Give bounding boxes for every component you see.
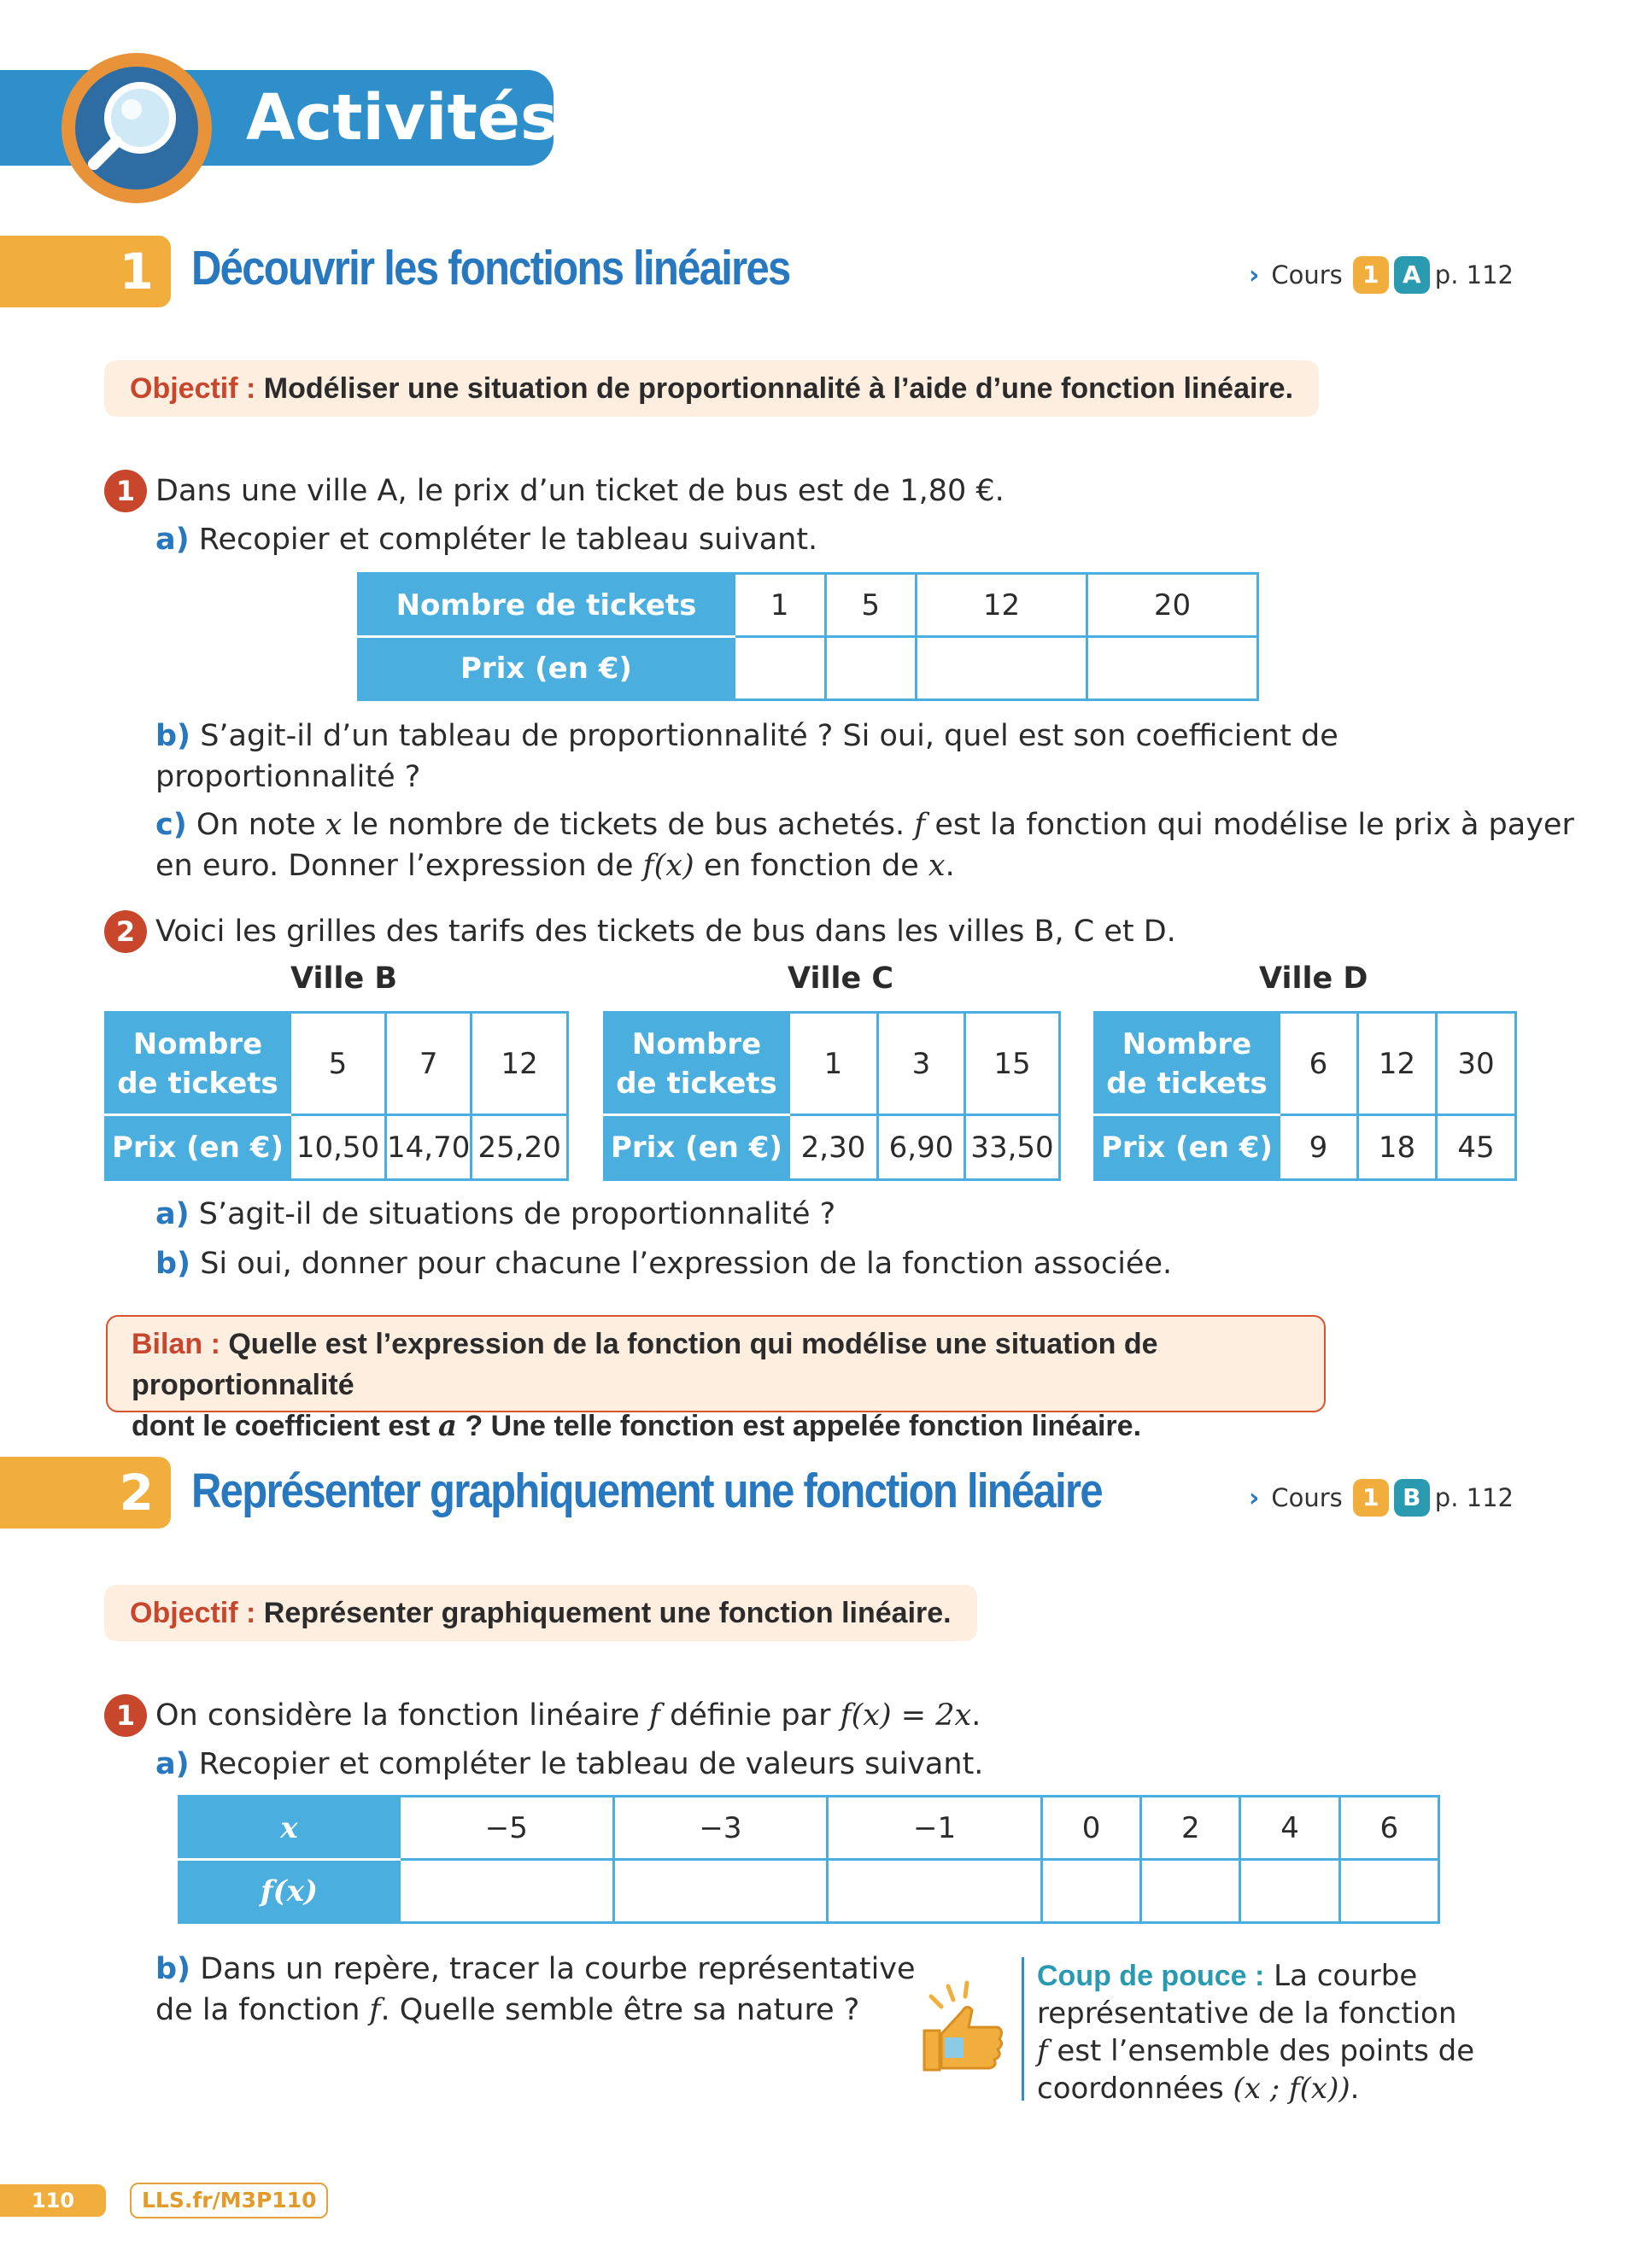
table-cell: 1 bbox=[789, 1013, 878, 1115]
cours-label: Cours bbox=[1271, 1483, 1343, 1512]
table-header-prix: Prix (en €) bbox=[1095, 1115, 1280, 1180]
bilan-line2 bbox=[132, 1406, 1300, 1447]
section-1-cours-link[interactable] bbox=[1249, 254, 1514, 295]
table-cell: 18 bbox=[1358, 1115, 1437, 1180]
header-line: de tickets bbox=[616, 1066, 777, 1101]
table-header-prix: Prix (en €) bbox=[605, 1115, 789, 1180]
math-a: a bbox=[437, 1409, 457, 1443]
math-coords: (x ; f(x)) bbox=[1233, 2072, 1350, 2106]
q1b-part: . Quelle semble être sa nature ? bbox=[380, 1993, 860, 2027]
table-header-prix: Prix (en €) bbox=[106, 1115, 290, 1180]
magnifier-icon bbox=[75, 67, 198, 190]
question-2b bbox=[155, 1243, 1172, 1284]
table-cell: 15 bbox=[965, 1013, 1060, 1115]
q1b-label: b) bbox=[155, 1952, 191, 1986]
chevron-right-icon: › bbox=[1249, 1482, 1260, 1513]
question-2-number: 2 bbox=[104, 910, 147, 953]
table-cell-empty bbox=[1041, 1860, 1140, 1923]
math-fx: f(x) bbox=[642, 849, 694, 883]
table-cell-empty bbox=[400, 1860, 614, 1923]
table-cell-empty bbox=[1339, 1860, 1438, 1923]
section-1-objectif bbox=[104, 360, 1319, 417]
question-1a bbox=[155, 519, 817, 560]
table-cell: 14,70 bbox=[386, 1115, 472, 1180]
question-1-text bbox=[155, 1695, 981, 1736]
objectif-label: Objectif : bbox=[130, 372, 256, 405]
math-f: f bbox=[1037, 2034, 1048, 2068]
table-cell: 5 bbox=[825, 574, 917, 637]
page-title: Activités bbox=[246, 81, 559, 155]
table-cell: 25,20 bbox=[472, 1115, 568, 1180]
pouce-line1 bbox=[1037, 1957, 1481, 1995]
table-cell: 9 bbox=[1280, 1115, 1358, 1180]
objectif-text: Représenter graphiquement une fonction linéaire. bbox=[263, 1597, 952, 1629]
header-line: de tickets bbox=[117, 1066, 278, 1101]
cours-num-badge: 1 bbox=[1353, 1479, 1389, 1517]
table-cell: 12 bbox=[917, 574, 1087, 637]
question-2-text: Voici les grilles des tarifs des tickets de bus dans les villes B, C et D. bbox=[155, 915, 1176, 949]
pouce-line3 bbox=[1037, 2032, 1481, 2070]
q1a-label: a) bbox=[155, 523, 190, 557]
table-cell: 33,50 bbox=[965, 1115, 1060, 1180]
q1c-part: en fonction de bbox=[703, 849, 919, 883]
q1c-part: le nombre de tickets de bus achetés. bbox=[351, 808, 905, 842]
values-table bbox=[178, 1795, 1440, 1924]
table-cell: 0 bbox=[1041, 1797, 1140, 1860]
header-line: Nombre bbox=[1122, 1026, 1252, 1061]
math-definition: f(x) = 2x bbox=[840, 1698, 972, 1733]
header-line: Nombre bbox=[132, 1026, 263, 1061]
q1a-label: a) bbox=[155, 1747, 190, 1781]
q1a-text: Recopier et compléter le tableau de valeurs suivant. bbox=[198, 1747, 984, 1781]
q2b-label: b) bbox=[155, 1247, 191, 1281]
bilan-text: Quelle est l’expression de la fonction qui modélise une situation de proportionnalité bbox=[132, 1328, 1158, 1401]
table-cell: 2,30 bbox=[789, 1115, 878, 1180]
table-header-tickets bbox=[106, 1013, 290, 1115]
q2a-label: a) bbox=[155, 1197, 190, 1231]
coup-de-pouce-box bbox=[1037, 1957, 1481, 2107]
table-cell: 4 bbox=[1240, 1797, 1339, 1860]
section-2-cours-link[interactable] bbox=[1249, 1477, 1514, 1518]
tickets-table bbox=[357, 572, 1259, 701]
q1c-part: en euro. Donner l’expression de bbox=[155, 849, 634, 883]
section-2-banner bbox=[0, 1457, 171, 1529]
table-cell-empty bbox=[1141, 1860, 1240, 1923]
bilan-label: Bilan : bbox=[132, 1328, 220, 1360]
q1a-text: Recopier et compléter le tableau suivant. bbox=[198, 523, 818, 557]
table-cell: 12 bbox=[472, 1013, 568, 1115]
pouce-line2: représentative de la fonction bbox=[1037, 1996, 1457, 2031]
table-cell-empty bbox=[828, 1860, 1042, 1923]
table-cell: 20 bbox=[1086, 574, 1257, 637]
table-cell-empty bbox=[917, 637, 1087, 700]
pouce-end: . bbox=[1350, 2072, 1360, 2106]
ville-c-table bbox=[603, 1011, 1061, 1181]
math-x: x bbox=[928, 849, 946, 883]
ville-d-table bbox=[1093, 1011, 1517, 1181]
section-2-number: 2 bbox=[119, 1464, 154, 1522]
q1b-label: b) bbox=[155, 719, 191, 753]
table-header-prix: Prix (en €) bbox=[359, 637, 735, 700]
question-1b-line2 bbox=[155, 1990, 859, 2031]
cours-letter-badge: A bbox=[1394, 256, 1430, 294]
table-cell: 6 bbox=[1280, 1013, 1358, 1115]
q1c-part: On note bbox=[196, 808, 316, 842]
section-2-objectif bbox=[104, 1585, 977, 1641]
bilan-text: ? Une telle fonction est appelée fonction linéaire. bbox=[465, 1410, 1142, 1442]
coup-de-pouce-divider bbox=[1022, 1957, 1024, 2101]
q1b-part: de la fonction bbox=[155, 1993, 360, 2027]
ville-b-table bbox=[104, 1011, 569, 1181]
question-1c bbox=[155, 804, 1574, 845]
objectif-text: Modéliser une situation de proportionnalité à l’aide d’une fonction linéaire. bbox=[263, 372, 1294, 405]
question-1b-line2: proportionnalité ? bbox=[155, 760, 421, 794]
header-line: de tickets bbox=[1106, 1066, 1268, 1101]
q1-part: On considère la fonction linéaire bbox=[155, 1698, 640, 1733]
table-cell: −1 bbox=[828, 1797, 1042, 1860]
q2b-text: Si oui, donner pour chacune l’expression de la fonction associée. bbox=[200, 1247, 1173, 1281]
pouce-text: est l’ensemble des points de bbox=[1057, 2034, 1475, 2068]
table-cell: 10,50 bbox=[290, 1115, 386, 1180]
q1c-end: . bbox=[945, 849, 955, 883]
section-2-title: Représenter graphiquement une fonction linéaire bbox=[191, 1464, 1102, 1518]
table-header-fx: f(x) bbox=[179, 1860, 400, 1923]
math-x: x bbox=[325, 808, 343, 842]
table-cell: 45 bbox=[1437, 1115, 1516, 1180]
q1c-part: est la fonction qui modélise le prix à payer bbox=[934, 808, 1574, 842]
table-header-tickets bbox=[605, 1013, 789, 1115]
question-1c-line2 bbox=[155, 845, 955, 886]
q2a-text: S’agit-il de situations de proportionnalité ? bbox=[198, 1197, 836, 1231]
section-1-title: Découvrir les fonctions linéaires bbox=[191, 241, 790, 295]
chevron-right-icon: › bbox=[1249, 260, 1260, 290]
table-cell: 30 bbox=[1437, 1013, 1516, 1115]
q1b-line1: Dans un repère, tracer la courbe représentative bbox=[200, 1952, 916, 1986]
table-cell: 6,90 bbox=[878, 1115, 965, 1180]
section-1-banner bbox=[0, 236, 171, 307]
cours-num-badge: 1 bbox=[1353, 256, 1389, 294]
table-cell: −3 bbox=[613, 1797, 828, 1860]
table-header-x: x bbox=[179, 1797, 400, 1860]
header-line: Nombre bbox=[631, 1026, 762, 1061]
bilan-text: dont le coefficient est bbox=[132, 1410, 430, 1442]
ville-b-title: Ville B bbox=[290, 962, 398, 996]
table-cell-empty bbox=[735, 637, 826, 700]
q1c-label: c) bbox=[155, 808, 187, 842]
lls-link[interactable]: LLS.fr/M3P110 bbox=[130, 2183, 328, 2218]
ville-d-title: Ville D bbox=[1259, 962, 1368, 996]
question-1a bbox=[155, 1744, 983, 1785]
table-cell: 12 bbox=[1358, 1013, 1437, 1115]
table-header-tickets bbox=[1095, 1013, 1280, 1115]
table-cell: 2 bbox=[1141, 1797, 1240, 1860]
q1b-line1: S’agit-il d’un tableau de proportionnalité ? Si oui, quel est son coefficient de bbox=[200, 719, 1338, 753]
question-1b bbox=[155, 1949, 916, 1990]
question-1-number: 1 bbox=[104, 1694, 147, 1737]
section-1-number: 1 bbox=[119, 243, 154, 301]
question-1b bbox=[155, 716, 1338, 757]
table-cell: 6 bbox=[1339, 1797, 1438, 1860]
q1-part: définie par bbox=[670, 1698, 831, 1733]
cours-letter-badge: B bbox=[1394, 1479, 1430, 1517]
cours-page: p. 112 bbox=[1434, 1483, 1514, 1512]
cours-page: p. 112 bbox=[1434, 260, 1514, 289]
math-f: f bbox=[914, 808, 926, 842]
pouce-text: La courbe bbox=[1274, 1959, 1418, 1993]
pouce-label: Coup de pouce : bbox=[1037, 1960, 1265, 1992]
table-cell: −5 bbox=[400, 1797, 614, 1860]
table-cell-empty bbox=[1086, 637, 1257, 700]
table-cell: 3 bbox=[878, 1013, 965, 1115]
bilan-box bbox=[106, 1315, 1326, 1443]
cours-label: Cours bbox=[1271, 260, 1343, 289]
table-cell: 5 bbox=[290, 1013, 386, 1115]
bilan-line1 bbox=[132, 1324, 1300, 1406]
math-f: f bbox=[648, 1698, 660, 1733]
table-cell: 7 bbox=[386, 1013, 472, 1115]
table-cell-empty bbox=[613, 1860, 828, 1923]
table-cell-empty bbox=[825, 637, 917, 700]
math-f: f bbox=[369, 1993, 381, 2027]
table-cell: 1 bbox=[735, 574, 826, 637]
page-number: 110 bbox=[0, 2184, 106, 2217]
table-cell-empty bbox=[1240, 1860, 1339, 1923]
question-1-text: Dans une ville A, le prix d’un ticket de bus est de 1,80 €. bbox=[155, 474, 1004, 508]
table-header-tickets: Nombre de tickets bbox=[359, 574, 735, 637]
pouce-text: coordonnées bbox=[1037, 2072, 1224, 2106]
pouce-line4 bbox=[1037, 2070, 1481, 2107]
question-1-number: 1 bbox=[104, 470, 147, 512]
q1-end: . bbox=[971, 1698, 981, 1733]
objectif-label: Objectif : bbox=[130, 1597, 256, 1629]
thumbs-up-icon bbox=[919, 1978, 1008, 2080]
question-2a bbox=[155, 1194, 835, 1235]
ville-c-title: Ville C bbox=[788, 962, 894, 996]
